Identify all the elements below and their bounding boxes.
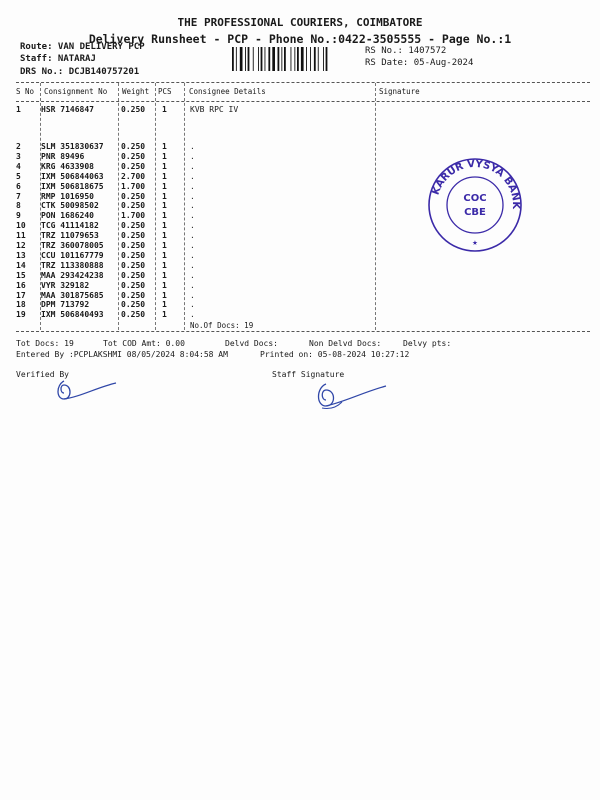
table-row [0, 261, 600, 271]
delvy-pts: Delvy pts: [403, 339, 452, 348]
weight-cell: 0.250 [121, 161, 146, 171]
staff-signature-label: Staff Signature [272, 370, 345, 379]
weight-cell: 0.250 [121, 201, 146, 211]
header-bottom-rule [16, 101, 590, 102]
weight-cell: 0.250 [121, 280, 146, 290]
consignee-cell: . [190, 270, 195, 280]
bank-stamp [425, 155, 525, 255]
sno-cell: 8 [16, 201, 21, 211]
pcs-cell: 1 [162, 241, 167, 250]
consignee-cell: . [190, 161, 195, 171]
printed-on: Printed on: 05-08-2024 10:27:12 [260, 350, 410, 359]
weight-cell: 0.250 [121, 221, 146, 231]
sno-cell: 14 [16, 260, 26, 270]
consignment-cell: PNR 89496 [41, 151, 85, 161]
weight-cell: 0.250 [121, 105, 146, 114]
pcs-cell: 1 [162, 280, 167, 290]
consignment-cell: CCU 101167779 [41, 250, 104, 260]
consignment-cell: VYR 329182 [41, 280, 90, 290]
consignment-cell: MAA 293424238 [41, 270, 104, 280]
staff-signature [312, 378, 392, 414]
consignment-cell: IXM 506844063 [41, 171, 104, 181]
table-row [0, 105, 600, 115]
pcs-cell: 1 [162, 211, 167, 221]
weight-cell: 0.250 [121, 300, 146, 310]
weight-cell: 0.250 [121, 241, 146, 250]
weight-cell: 0.250 [121, 260, 146, 270]
sno-cell: 9 [16, 211, 21, 221]
consignee-cell: KVB RPC IV [190, 105, 239, 114]
pcs-cell: 1 [162, 191, 167, 201]
svg-text:KARUR VYSYA BANK: KARUR VYSYA BANK [430, 158, 522, 210]
sno-cell: 15 [16, 270, 26, 280]
col-header-pcs: PCS [158, 87, 172, 96]
company-title: THE PROFESSIONAL COURIERS, COIMBATORE [177, 16, 423, 29]
delvd-docs: Delvd Docs: [225, 339, 278, 348]
consignee-cell: . [190, 221, 195, 231]
pcs-cell: 1 [162, 181, 167, 191]
weight-cell: 0.250 [121, 310, 146, 320]
consignment-cell: PON 1686240 [41, 211, 94, 221]
col-header-sno: S No [16, 87, 35, 96]
sno-cell: 13 [16, 250, 26, 260]
col-header-signature: Signature [379, 87, 420, 96]
pcs-cell: 1 [162, 310, 167, 320]
non-delvd-docs: Non Delvd Docs: [309, 339, 382, 348]
pcs-cell: 1 [162, 171, 167, 181]
consignment-cell: KRG 4633908 [41, 161, 94, 171]
weight-cell: 0.250 [121, 191, 146, 201]
sno-cell: 18 [16, 300, 26, 310]
col-header-consignment: Consignment No [44, 87, 108, 96]
table-row [0, 281, 600, 291]
consignee-cell: . [190, 142, 195, 151]
sno-cell: 6 [16, 181, 21, 191]
rs-number: RS No.: 1407572 [365, 46, 447, 56]
tot-cod-amt: Tot COD Amt: 0.00 [103, 339, 185, 348]
table-row [0, 142, 600, 152]
weight-cell: 0.250 [121, 290, 146, 300]
consignment-cell: TRZ 360078005 [41, 241, 104, 250]
consignee-cell: . [190, 181, 195, 191]
consignee-cell: . [190, 260, 195, 270]
pcs-cell: 1 [162, 300, 167, 310]
sno-cell: 4 [16, 161, 21, 171]
consignment-cell: TCG 41114182 [41, 221, 99, 231]
weight-cell: 1.700 [121, 181, 146, 191]
pcs-cell: 1 [162, 161, 167, 171]
staff-label: Staff: NATARAJ [20, 54, 96, 64]
consignee-cell: . [190, 171, 195, 181]
consignee-cell: . [190, 300, 195, 310]
table-top-rule [16, 82, 590, 83]
pcs-cell: 1 [162, 201, 167, 211]
table-row [0, 300, 600, 310]
weight-cell: 0.250 [121, 270, 146, 280]
pcs-cell: 1 [162, 270, 167, 280]
consignee-cell: . [190, 191, 195, 201]
consignee-cell: . [190, 280, 195, 290]
sno-cell: 16 [16, 280, 26, 290]
weight-cell: 2.700 [121, 171, 146, 181]
consignment-cell: HSR 7146847 [41, 105, 94, 114]
pcs-cell: 1 [162, 231, 167, 241]
svg-text:★: ★ [472, 238, 478, 248]
consignee-cell: . [190, 241, 195, 250]
pcs-cell: 1 [162, 290, 167, 300]
svg-text:CBE: CBE [464, 207, 486, 218]
sno-cell: 1 [16, 105, 21, 114]
sno-cell: 10 [16, 221, 26, 231]
table-row [0, 271, 600, 281]
sno-cell: 2 [16, 142, 21, 151]
consignee-cell: . [190, 151, 195, 161]
sno-cell: 17 [16, 290, 26, 300]
col-header-weight: Weight [122, 87, 150, 96]
sno-cell: 11 [16, 231, 26, 241]
consignment-cell: CTK 50098502 [41, 201, 99, 211]
sno-cell: 5 [16, 171, 21, 181]
sno-cell: 19 [16, 310, 26, 320]
sno-cell: 12 [16, 241, 26, 250]
no-of-docs: No.Of Docs: 19 [190, 321, 254, 330]
col-header-consignee: Consignee Details [189, 87, 266, 96]
consignment-cell: MAA 301875685 [41, 290, 104, 300]
consignee-cell: . [190, 250, 195, 260]
weight-cell: 0.250 [121, 142, 146, 151]
rs-date: RS Date: 05-Aug-2024 [365, 58, 474, 68]
weight-cell: 0.250 [121, 250, 146, 260]
pcs-cell: 1 [162, 250, 167, 260]
consignment-cell: DPM 713792 [41, 300, 90, 310]
table-row [0, 291, 600, 301]
entered-by: Entered By :PCPLAKSHMI 08/05/2024 8:04:58 AM [16, 350, 228, 359]
sno-cell: 7 [16, 191, 21, 201]
tot-docs: Tot Docs: 19 [16, 339, 74, 348]
pcs-cell: 1 [162, 142, 167, 151]
consignment-cell: TRZ 11079653 [41, 231, 99, 241]
table-bottom-rule [16, 331, 590, 332]
weight-cell: 0.250 [121, 231, 146, 241]
consignee-cell: . [190, 231, 195, 241]
consignee-cell: . [190, 310, 195, 320]
consignment-cell: SLM 351830637 [41, 142, 104, 151]
pcs-cell: 1 [162, 221, 167, 231]
weight-cell: 1.700 [121, 211, 146, 221]
verified-signature [50, 375, 120, 405]
barcode [232, 47, 358, 71]
weight-cell: 0.250 [121, 151, 146, 161]
drs-number: DRS No.: DCJB140757201 [20, 67, 140, 77]
consignment-cell: RMP 1016950 [41, 191, 94, 201]
table-row [0, 310, 600, 320]
pcs-cell: 1 [162, 151, 167, 161]
svg-text:COC: COC [463, 193, 487, 204]
verified-by-label: Verified By [16, 370, 69, 379]
consignment-cell: IXM 506840493 [41, 310, 104, 320]
pcs-cell: 1 [162, 260, 167, 270]
consignee-cell: . [190, 211, 195, 221]
sno-cell: 3 [16, 151, 21, 161]
consignment-cell: IXM 506818675 [41, 181, 104, 191]
consignee-cell: . [190, 290, 195, 300]
pcs-cell: 1 [162, 105, 167, 114]
runsheet-title: Delivery Runsheet - PCP - Phone No.:0422-3505555 - Page No.:1 [88, 32, 512, 46]
consignee-cell: . [190, 201, 195, 211]
consignment-cell: TRZ 113380888 [41, 260, 104, 270]
route-label: Route: VAN DELIVERY PCP [20, 42, 145, 52]
